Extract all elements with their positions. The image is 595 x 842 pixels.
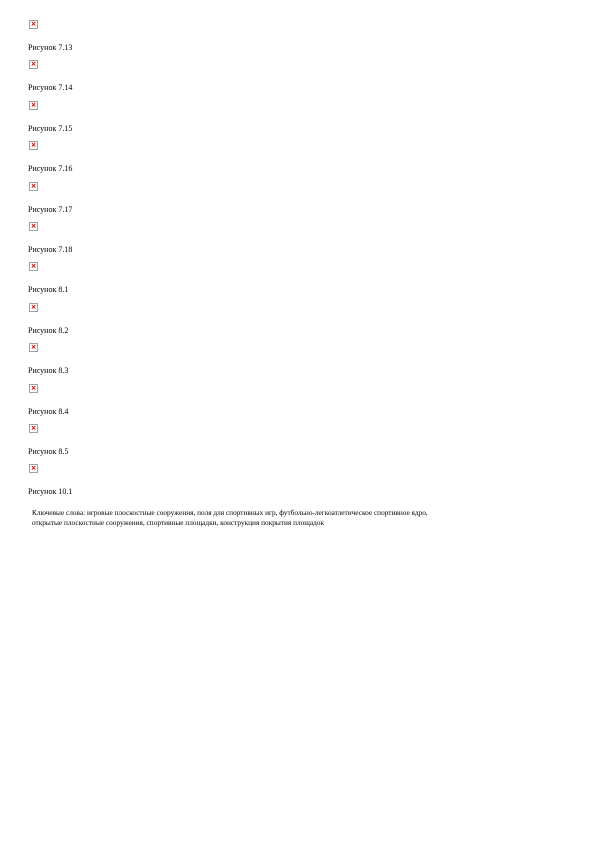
- figure-item: [28, 464, 228, 504]
- broken-image-icon: [29, 262, 38, 271]
- broken-image-icon: [29, 141, 38, 150]
- figure-item: [28, 343, 228, 383]
- figure-caption: Рисунок 7.17: [28, 205, 73, 214]
- broken-image-icon: [29, 384, 38, 393]
- broken-image-icon: [29, 464, 38, 473]
- figure-caption: Рисунок 8.3: [28, 366, 69, 375]
- broken-image-icon: [29, 101, 38, 110]
- broken-image-icon: [29, 20, 38, 29]
- figure-item: [28, 424, 228, 464]
- figure-item: [28, 303, 228, 343]
- figure-caption: Рисунок 8.5: [28, 447, 69, 456]
- broken-image-x-icon: ×: [30, 262, 37, 270]
- figure-caption: Рисунок 8.1: [28, 285, 69, 294]
- figure-caption: Рисунок 10.1: [28, 487, 73, 496]
- broken-image-x-icon: ×: [30, 141, 37, 149]
- broken-image-x-icon: ×: [30, 60, 37, 68]
- figure-caption: Рисунок 8.2: [28, 326, 69, 335]
- keywords-line-1: Ключевые слова: игровые плоскостные сооружения, поля для спортивных игр, футбольно-легкоатлетическое спортивное ядро,: [32, 508, 428, 517]
- broken-image-icon: [29, 182, 38, 191]
- broken-image-x-icon: ×: [30, 343, 37, 351]
- figure-item: [28, 182, 228, 222]
- broken-image-x-icon: ×: [30, 384, 37, 392]
- figure-item: [28, 60, 228, 100]
- figure-caption: Рисунок 7.14: [28, 83, 73, 92]
- broken-image-x-icon: ×: [30, 20, 37, 28]
- broken-image-icon: [29, 60, 38, 69]
- broken-image-x-icon: ×: [30, 101, 37, 109]
- figure-caption: Рисунок 7.16: [28, 164, 73, 173]
- figure-caption: Рисунок 7.18: [28, 245, 73, 254]
- figure-item: [28, 262, 228, 302]
- broken-image-x-icon: ×: [30, 182, 37, 190]
- broken-image-icon: [29, 222, 38, 231]
- broken-image-icon: [29, 424, 38, 433]
- figure-item: [28, 141, 228, 181]
- broken-image-x-icon: ×: [30, 424, 37, 432]
- figure-caption: Рисунок 8.4: [28, 407, 69, 416]
- broken-image-icon: [29, 343, 38, 352]
- broken-image-x-icon: ×: [30, 464, 37, 472]
- figure-item: [28, 101, 228, 141]
- broken-image-x-icon: ×: [30, 303, 37, 311]
- figure-item: [28, 20, 228, 60]
- broken-image-icon: [29, 303, 38, 312]
- keywords-line-2: открытые плоскостные сооружения, спортивные площадки, конструкция покрытия площадок: [32, 518, 325, 527]
- broken-image-x-icon: ×: [30, 222, 37, 230]
- figure-caption: Рисунок 7.13: [28, 43, 73, 52]
- figure-item: [28, 222, 228, 262]
- figure-item: [28, 384, 228, 424]
- figure-caption: Рисунок 7.15: [28, 124, 73, 133]
- keywords-paragraph: [32, 508, 552, 528]
